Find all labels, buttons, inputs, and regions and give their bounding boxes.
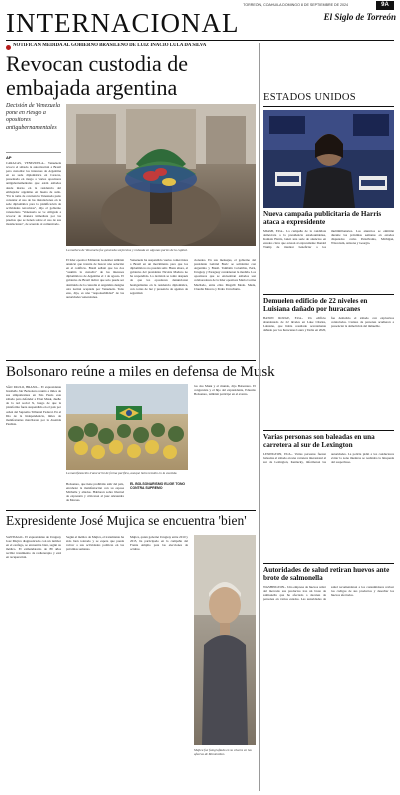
musk-photo: [66, 384, 188, 470]
sidebar-body-3: LEXINGTON, EUA.- Varias personas fueron baleadas el sábado en una carretera interestatal al sur de Lexington, Kentucky, informaron las autoridades. La policía pidió a los conductores evitar la zona mientras se realizaba la búsqueda del sospechoso.: [263, 452, 394, 465]
main-body-col3: Venezuela ha suspendido vuelos comerciales a Brasil en un movimiento para que los diplomáticos no puedan salir. Hasta ahora, el gobierno del presidente Nicolás Maduro no ha respondido. La decisión se tomó después de que los opositores denunciaron hostigamiento en la residencia diplomática, con cortes de luz y presencia de agentes de seguridad.: [130, 258, 188, 295]
section-title: INTERNACIONAL: [6, 8, 240, 38]
musk-photo-caption: La manifestación transcurrió de forma pacífica, aunque hubo tensión en la avenida.: [66, 471, 178, 475]
sidebar-headline-2: Demuelen edificio de 22 niveles en Luisiana dañado por huracanes: [263, 297, 368, 314]
mujica-body-col3: Mujica, quien gobernó Uruguay entre 2010 y 2015, ha participado en la campaña del Frente Amplio para las elecciones de octubre.: [130, 535, 188, 552]
newspaper-name: El Siglo de Torreón: [323, 12, 396, 22]
sidebar-rule-1: [263, 294, 394, 295]
main-body-col4: cionados. En sus mensajes, el gobierno del presidente Gabriel Boric se solidarizó con Argentina y Brasil. También Colombia, Perú, Uruguay y Paraguay condenaron la medida. Los opositores que se encuentran asilados son colaboradores de la líder opositora María Corina Machado, entre ellos Magalli Meda. Meda, Claudia Macero y Pedro Urruchurtu.: [194, 258, 256, 291]
sidebar-divider: [259, 43, 260, 791]
sidebar-headline-4: Autoridades de salud retiran huevos ante brote de salmonella: [263, 566, 390, 583]
section-rule-2: [6, 510, 256, 511]
musk-body-col3: los dos Musk y el mundo, dijo Bolsonaro. El congresista y el hijo del expresidente, Eduardo Bolsonaro, también participó en el evento.: [194, 384, 256, 397]
mujica-photo: [194, 535, 256, 745]
musk-headline: Bolsonaro reúne a miles en defensa de Musk: [6, 364, 275, 380]
sidebar-headline-3: Varias personas son baleadas en una carretera al sur de Lexington: [263, 433, 375, 450]
mujica-photo-caption: Mujica fue fotografiado en su chacra en las afueras de Montevideo.: [194, 748, 252, 756]
mujica-headline: Expresidente José Mujica se encuentra 'bien': [6, 513, 247, 528]
deck-rule: [6, 152, 61, 153]
sidebar-rule-2: [263, 430, 394, 431]
musk-body-col2: Bolsonaro, que tiene prohibido salir del país, encabezó la manifestación con su esposa Michelle y aliados. Hablaron sobre libertad de expresión y criticaron al juez Alexandre de Moraes.: [66, 482, 124, 503]
musk-body-col1: SÃO PAULO, BRASIL.- El expresidente brasileño Jair Bolsonaro reunió a miles de sus simpatizantes en São Paulo este sábado para defender a Elon Musk, dueño de la red social X, luego de que la plataforma fuera suspendida en el país por orden del Supremo Tribunal Federal. En el Día de la Independencia, miles de manifestantes marcharon por la Avenida Paulista.: [6, 385, 61, 426]
mujica-body-col1: SANTIAGO.- El expresidente de Uruguay José Mujica diagnosticado con un tumbor en el esófago, se encuentra bien, según su médico. El exmandatario de 89 años recibió tratamiento de radioterapia y está en recuperación.: [6, 535, 61, 560]
sidebar-rule-3: [263, 563, 394, 564]
masthead-rule: [6, 40, 394, 41]
main-body-col1: CARACAS, VENEZUELA.- Venezuela revocó el sábado la autorización a Brasil para custodiar los intereses de Argentina en su sede diplomática en Caracas, presentada en riesgo a varios opositores antigubernamentales que están asilados desde marzo en la residencia del embajador argentino en buena de asilo. "En la toma de conciencia Venezuela pudo constatar el uso de las instalaciones en la sede diplomática para la planificación de actividades terroristas", dijo el gobierno venezolano "Venezuela se ve obligada a revocar de manera inmediata por las pruebas que se tienen sobre el uso de sus instalaciones", de acuerdo al comunicado.: [6, 161, 61, 227]
main-photo: [66, 104, 256, 246]
main-deck: Decisión de Venezuela pone en riesgo a opositores antigubernamentales: [6, 103, 60, 131]
harris-photo: [263, 110, 394, 208]
sidebar-headline-1: Nueva campaña publicitaria de Harris ataca a expresidente: [263, 210, 382, 227]
main-body-col2: El líder opositor Edmundo González también anunció que trataría de buscar una solución en el conflicto. Brasil señaló que los dos "asumió la custodia" de los intereses diplomáticos de Argentina el 1 de agosto. El gobierno de Brasil indicó que solo puede ser destituido de la custodia si Argentina designa otra nación aceptada por Venezuela. Todo esto, dijo, es una "responsabilidad" de las autoridades venezolanas.: [66, 258, 124, 299]
main-headline-line1: Revocan custodia de: [6, 51, 189, 76]
kicker-bullet: [6, 45, 11, 50]
musk-subhead: EL BOLSONARISMO ELIGE TONO CONTRA SUPREMO: [130, 482, 186, 491]
main-kicker: NOTIFICAN MEDIDA AL GOBIERNO BRASILEÑO DE LUIZ INACIO LULA DA SILVA: [13, 43, 207, 48]
sidebar-body-2: BATON ROUGE, EUA.- Un edificio abandonado de 22 niveles en Lake Charles, Luisiana, que había resultado severamente dañado por los huracanes Laura y Delta en 2020, fue demolido el sábado con explosivos controlados. Cientos de personas acudieron a presenciar la demolición del inmueble.: [263, 316, 394, 333]
page-number: 9A: [376, 1, 394, 10]
sidebar-body-1: MIAMI, EUA.- La campaña de la candidata demócrata a la presidencia estadounidense, Kamala Harris, lanzó una serie de anuncios en estados clave que acusan al expresidente Donald Trump de intentar beneficiar a los multimillonarios. Los anuncios se emitirán durante las próximas semanas en estados disputados como Pensilvania, Michigan, Wisconsin, Arizona y Georgia.: [263, 229, 394, 250]
sidebar-body-4: WASHINGTON.- Una empresa de huevos retiró del mercado sus productos tras un brote de salmonella que ha afectado a decenas de personas en varios estados. Las autoridades de salud recomendaron a los consumidores revisar los códigos de sus productos y desechar los huevos afectados.: [263, 585, 394, 602]
masthead-date: TORREÓN, COAHUILA DOMINGO 8 DE SEPTIEMBRE DE 2024: [243, 3, 348, 7]
mujica-body-col2: Según el médico de Mujica, el tratamiento ha sido bien tolerado y se espera que pueda volver a sus actividades políticas en las próximas semanas.: [66, 535, 124, 552]
main-byline: AP: [6, 155, 12, 160]
sidebar-section-rule: [263, 106, 394, 107]
main-headline-line2: embajada argentina: [6, 75, 178, 100]
section-rule-1: [6, 360, 256, 361]
main-photo-caption: La muñeca de Venezuela fue generada sorpresiva y rodeada en algunas partes de la capital.: [66, 248, 188, 252]
sidebar-section-title: ESTADOS UNIDOS: [263, 92, 356, 103]
